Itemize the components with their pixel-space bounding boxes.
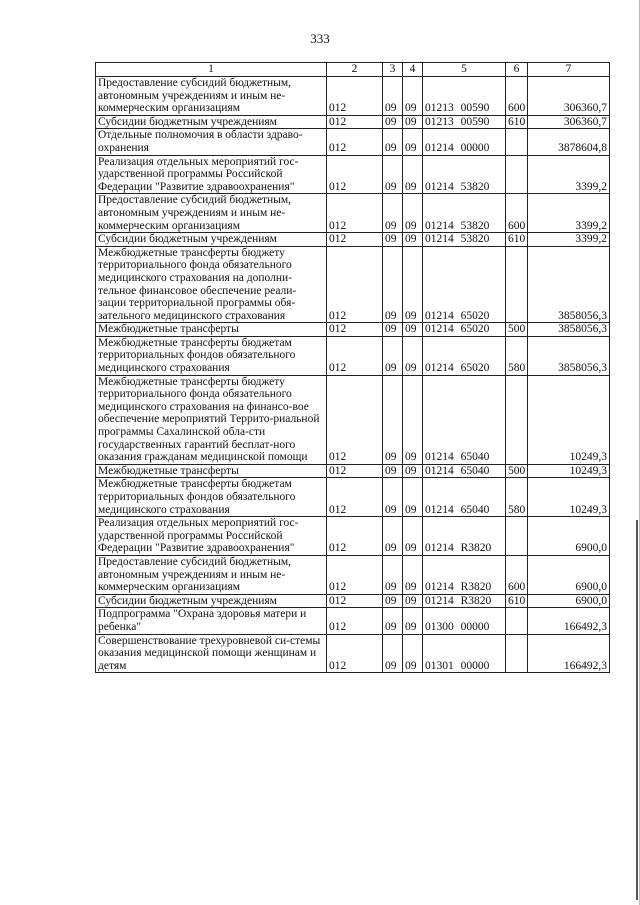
column-header: 7 bbox=[528, 63, 610, 77]
row-name-cell: Межбюджетные трансферты bbox=[96, 323, 327, 337]
row-section-cell: 09 bbox=[383, 194, 403, 233]
row-sum-cell: 306360,7 bbox=[528, 115, 610, 129]
row-name-cell: Отдельные полномочия в области здраво-охранения bbox=[96, 129, 327, 155]
row-ministry-cell: 012 bbox=[327, 336, 383, 375]
row-target-code-cell: 01214 R3820 bbox=[423, 555, 506, 594]
row-target-code-cell: 01214 00000 bbox=[423, 129, 506, 155]
row-subsection-cell: 09 bbox=[403, 129, 423, 155]
row-section-cell: 09 bbox=[383, 608, 403, 634]
row-section-cell: 09 bbox=[383, 115, 403, 129]
row-target-code-cell: 01213 00590 bbox=[423, 115, 506, 129]
row-subsection-cell: 09 bbox=[403, 246, 423, 323]
row-name-cell: Межбюджетные трансферты бюджетам территориальных фондов обязательного медицинского страхования bbox=[96, 336, 327, 375]
row-target-code-cell: 01214 65020 bbox=[423, 246, 506, 323]
row-name-cell: Межбюджетные трансферты бюджетам территориальных фондов обязательного медицинского страхования bbox=[96, 478, 327, 517]
table-row bbox=[96, 555, 610, 594]
row-name-cell: Субсидии бюджетным учреждениям bbox=[96, 594, 327, 608]
row-ministry-cell: 012 bbox=[327, 634, 383, 673]
row-expense-type-cell: 600 bbox=[506, 77, 528, 116]
column-header: 2 bbox=[327, 63, 383, 77]
row-section-cell: 09 bbox=[383, 129, 403, 155]
row-expense-type-cell: 600 bbox=[506, 194, 528, 233]
row-section-cell: 09 bbox=[383, 323, 403, 337]
row-sum-cell: 10249,3 bbox=[528, 375, 610, 464]
table-row bbox=[96, 634, 610, 673]
table-row bbox=[96, 336, 610, 375]
row-sum-cell: 3878604,8 bbox=[528, 129, 610, 155]
row-sum-cell: 3858056,3 bbox=[528, 336, 610, 375]
row-subsection-cell: 09 bbox=[403, 478, 423, 517]
row-expense-type-cell bbox=[506, 375, 528, 464]
row-subsection-cell: 09 bbox=[403, 555, 423, 594]
row-ministry-cell: 012 bbox=[327, 608, 383, 634]
row-subsection-cell: 09 bbox=[403, 517, 423, 556]
table-row bbox=[96, 594, 610, 608]
row-ministry-cell: 012 bbox=[327, 129, 383, 155]
row-target-code-cell: 01214 53820 bbox=[423, 233, 506, 247]
row-subsection-cell: 09 bbox=[403, 608, 423, 634]
row-section-cell: 09 bbox=[383, 155, 403, 194]
table-row bbox=[96, 478, 610, 517]
row-ministry-cell: 012 bbox=[327, 517, 383, 556]
row-name-cell: Субсидии бюджетным учреждениям bbox=[96, 233, 327, 247]
row-name-cell: Межбюджетные трансферты bbox=[96, 464, 327, 478]
row-subsection-cell: 09 bbox=[403, 77, 423, 116]
row-subsection-cell: 09 bbox=[403, 464, 423, 478]
row-target-code-cell: 01214 53820 bbox=[423, 194, 506, 233]
row-expense-type-cell bbox=[506, 517, 528, 556]
row-expense-type-cell: 610 bbox=[506, 233, 528, 247]
row-ministry-cell: 012 bbox=[327, 77, 383, 116]
row-subsection-cell: 09 bbox=[403, 194, 423, 233]
row-name-cell: Предоставление субсидий бюджетным, автономным учреждениям и иным не-коммерческим организациям bbox=[96, 555, 327, 594]
row-sum-cell: 3858056,3 bbox=[528, 323, 610, 337]
row-target-code-cell: 01214 65040 bbox=[423, 375, 506, 464]
row-name-cell: Предоставление субсидий бюджетным, автономным учреждениям и иным не-коммерческим организациям bbox=[96, 77, 327, 116]
row-expense-type-cell: 610 bbox=[506, 115, 528, 129]
page-number: 333 bbox=[310, 31, 330, 46]
table-row bbox=[96, 323, 610, 337]
row-target-code-cell: 01214 R3820 bbox=[423, 594, 506, 608]
row-expense-type-cell bbox=[506, 608, 528, 634]
row-sum-cell: 3858056,3 bbox=[528, 246, 610, 323]
row-target-code-cell: 01214 65040 bbox=[423, 478, 506, 517]
row-expense-type-cell: 610 bbox=[506, 594, 528, 608]
row-section-cell: 09 bbox=[383, 594, 403, 608]
row-section-cell: 09 bbox=[383, 233, 403, 247]
row-sum-cell: 6900,0 bbox=[528, 555, 610, 594]
row-target-code-cell: 01214 65040 bbox=[423, 464, 506, 478]
row-sum-cell: 10249,3 bbox=[528, 464, 610, 478]
row-subsection-cell: 09 bbox=[403, 375, 423, 464]
row-expense-type-cell bbox=[506, 155, 528, 194]
row-subsection-cell: 09 bbox=[403, 155, 423, 194]
row-ministry-cell: 012 bbox=[327, 233, 383, 247]
column-header: 6 bbox=[506, 63, 528, 77]
budget-table bbox=[95, 62, 610, 673]
row-subsection-cell: 09 bbox=[403, 634, 423, 673]
row-section-cell: 09 bbox=[383, 634, 403, 673]
row-sum-cell: 3399,2 bbox=[528, 233, 610, 247]
row-target-code-cell: 01213 00590 bbox=[423, 77, 506, 116]
column-header: 3 bbox=[383, 63, 403, 77]
row-target-code-cell: 01214 65020 bbox=[423, 336, 506, 375]
row-sum-cell: 10249,3 bbox=[528, 478, 610, 517]
row-sum-cell: 166492,3 bbox=[528, 608, 610, 634]
row-ministry-cell: 012 bbox=[327, 194, 383, 233]
row-subsection-cell: 09 bbox=[403, 336, 423, 375]
row-expense-type-cell bbox=[506, 634, 528, 673]
row-expense-type-cell: 600 bbox=[506, 555, 528, 594]
row-ministry-cell: 012 bbox=[327, 115, 383, 129]
row-section-cell: 09 bbox=[383, 246, 403, 323]
row-target-code-cell: 01214 65020 bbox=[423, 323, 506, 337]
row-sum-cell: 6900,0 bbox=[528, 517, 610, 556]
column-header: 4 bbox=[403, 63, 423, 77]
table-header-row bbox=[96, 63, 610, 77]
table-row bbox=[96, 517, 610, 556]
row-name-cell: Субсидии бюджетным учреждениям bbox=[96, 115, 327, 129]
row-name-cell: Совершенствование трехуровневой си-стемы оказания медицинской помощи женщинам и детям bbox=[96, 634, 327, 673]
table-row bbox=[96, 608, 610, 634]
column-header: 1 bbox=[96, 63, 327, 77]
row-name-cell: Реализация отдельных мероприятий гос-ударственной программы Российской Федерации "Развитие здравоохранения" bbox=[96, 155, 327, 194]
table-row bbox=[96, 77, 610, 116]
table-row bbox=[96, 464, 610, 478]
row-ministry-cell: 012 bbox=[327, 323, 383, 337]
row-target-code-cell: 01300 00000 bbox=[423, 608, 506, 634]
row-expense-type-cell: 500 bbox=[506, 323, 528, 337]
table-row bbox=[96, 115, 610, 129]
row-expense-type-cell bbox=[506, 246, 528, 323]
row-section-cell: 09 bbox=[383, 478, 403, 517]
row-section-cell: 09 bbox=[383, 517, 403, 556]
row-subsection-cell: 09 bbox=[403, 323, 423, 337]
row-subsection-cell: 09 bbox=[403, 594, 423, 608]
row-ministry-cell: 012 bbox=[327, 594, 383, 608]
row-expense-type-cell: 500 bbox=[506, 464, 528, 478]
row-sum-cell: 3399,2 bbox=[528, 194, 610, 233]
row-subsection-cell: 09 bbox=[403, 233, 423, 247]
row-name-cell: Предоставление субсидий бюджетным, автономным учреждениям и иным не-коммерческим организациям bbox=[96, 194, 327, 233]
row-sum-cell: 306360,7 bbox=[528, 77, 610, 116]
column-header: 5 bbox=[423, 63, 506, 77]
row-section-cell: 09 bbox=[383, 555, 403, 594]
row-ministry-cell: 012 bbox=[327, 464, 383, 478]
row-ministry-cell: 012 bbox=[327, 478, 383, 517]
row-target-code-cell: 01301 00000 bbox=[423, 634, 506, 673]
row-ministry-cell: 012 bbox=[327, 246, 383, 323]
scan-edge-shadow bbox=[636, 520, 638, 900]
row-sum-cell: 166492,3 bbox=[528, 634, 610, 673]
row-section-cell: 09 bbox=[383, 375, 403, 464]
row-name-cell: Межбюджетные трансферты бюджету территориального фонда обязательного медицинского страхования на дополни-тельное финансовое обеспечение реали-зации территориальной программы обя-зательного медицинского страхования bbox=[96, 246, 327, 323]
table-row bbox=[96, 375, 610, 464]
row-expense-type-cell: 580 bbox=[506, 336, 528, 375]
row-name-cell: Реализация отдельных мероприятий гос-ударственной программы Российской Федерации "Развитие здравоохранения" bbox=[96, 517, 327, 556]
row-ministry-cell: 012 bbox=[327, 375, 383, 464]
row-expense-type-cell bbox=[506, 129, 528, 155]
row-sum-cell: 6900,0 bbox=[528, 594, 610, 608]
row-ministry-cell: 012 bbox=[327, 155, 383, 194]
table-row bbox=[96, 194, 610, 233]
table-row bbox=[96, 129, 610, 155]
table-row bbox=[96, 155, 610, 194]
row-target-code-cell: 01214 53820 bbox=[423, 155, 506, 194]
row-ministry-cell: 012 bbox=[327, 555, 383, 594]
row-subsection-cell: 09 bbox=[403, 115, 423, 129]
table-body bbox=[96, 63, 610, 673]
row-sum-cell: 3399,2 bbox=[528, 155, 610, 194]
table-row bbox=[96, 233, 610, 247]
row-section-cell: 09 bbox=[383, 77, 403, 116]
row-name-cell: Подпрограмма "Охрана здоровья матери и ребенка" bbox=[96, 608, 327, 634]
row-section-cell: 09 bbox=[383, 464, 403, 478]
row-target-code-cell: 01214 R3820 bbox=[423, 517, 506, 556]
row-expense-type-cell: 580 bbox=[506, 478, 528, 517]
table-row bbox=[96, 246, 610, 323]
row-name-cell: Межбюджетные трансферты бюджету территориального фонда обязательного медицинского страхования на финансо-вое обеспечение мероприятий Террито-риальной программы Сахалинской обла-сти государственных гарантий бесплат-ного оказания гражданам медицинской помощи bbox=[96, 375, 327, 464]
row-section-cell: 09 bbox=[383, 336, 403, 375]
